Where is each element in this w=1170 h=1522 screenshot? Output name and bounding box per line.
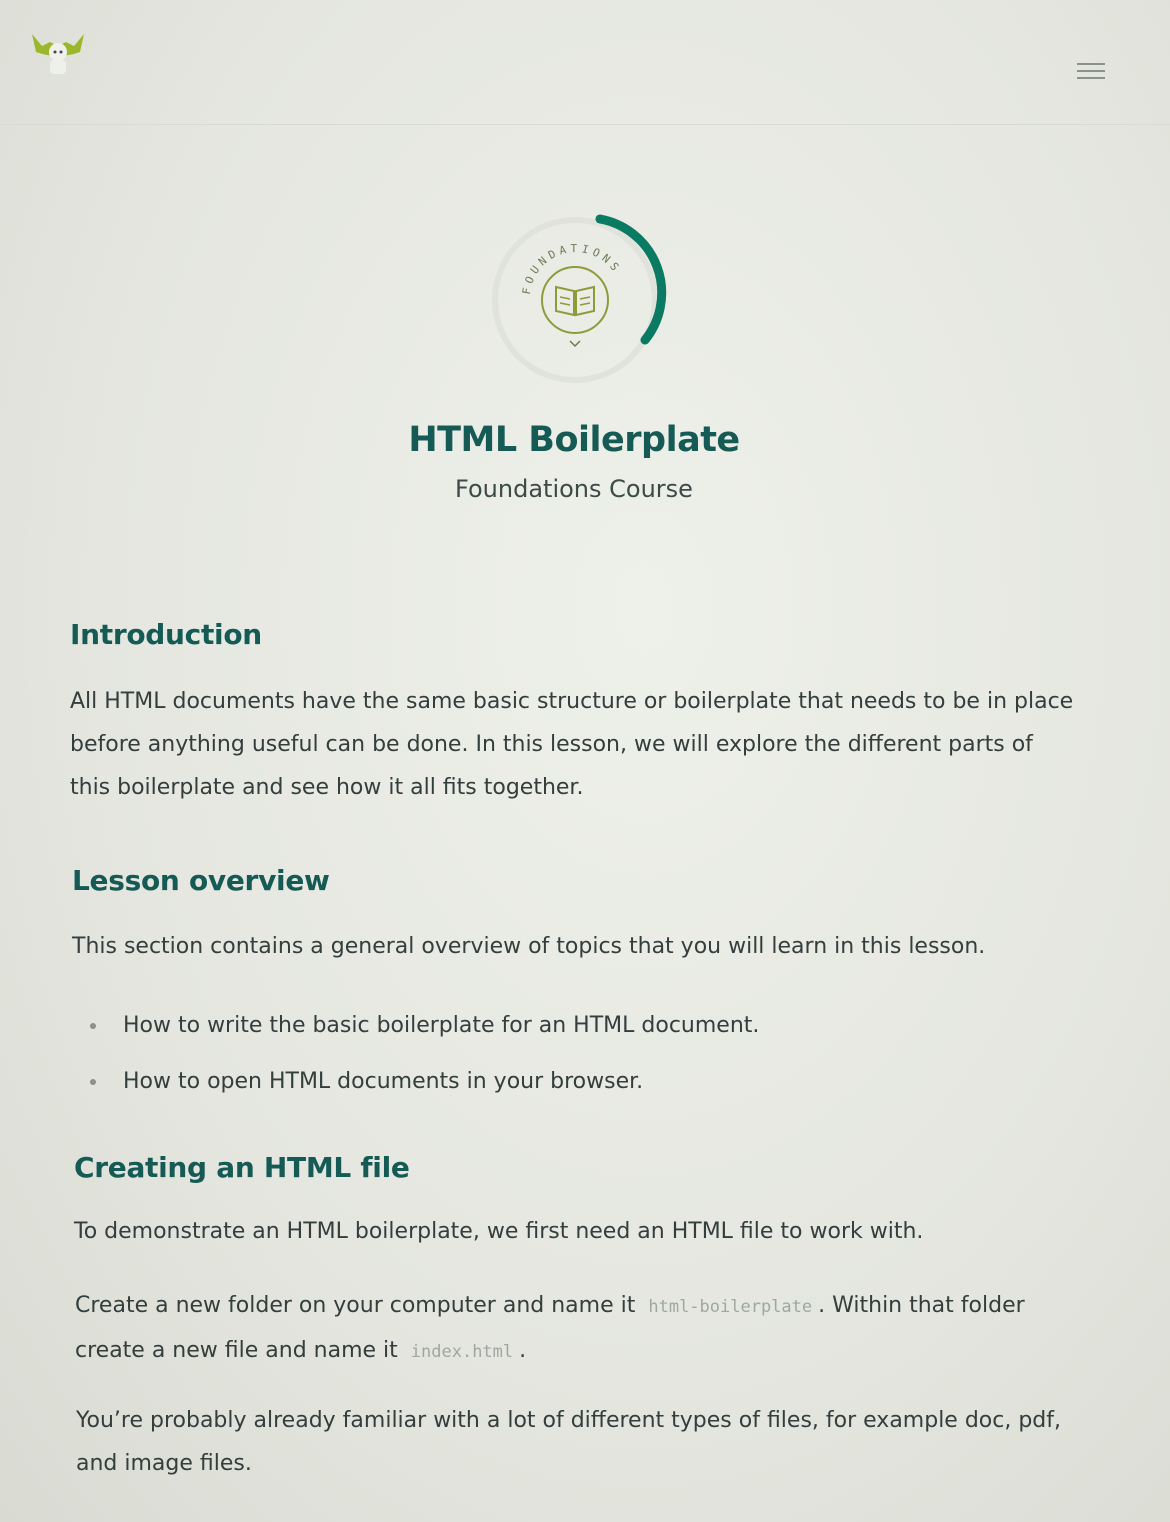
- page-title: HTML Boilerplate: [408, 420, 740, 460]
- text-segment: .: [519, 1338, 527, 1363]
- lesson-topics-list: [90, 998, 759, 1110]
- creating-paragraph-1: To demonstrate an HTML boilerplate, we first need an HTML file to work with.: [74, 1219, 924, 1244]
- menu-line: [1077, 77, 1105, 79]
- course-progress-badge: [480, 205, 680, 385]
- course-subtitle: Foundations Course: [455, 475, 693, 503]
- list-item: [90, 1054, 759, 1110]
- introduction-paragraph: All HTML documents have the same basic structure or boilerplate that needs to be in place before anything useful can be done. In this lesson, we will explore the different parts of this boilerplate and see how it all fits together.: [70, 689, 1074, 800]
- bullet-icon: [90, 1079, 96, 1085]
- lesson-overview-paragraph: This section contains a general overview of topics that you will learn in this lesson.: [72, 934, 986, 959]
- bullet-icon: [90, 1023, 96, 1029]
- text-segment: Create a new folder on your computer and name it: [75, 1293, 636, 1318]
- text-segment: . Within that folder create a new file and name it: [75, 1293, 1025, 1363]
- creating-paragraph-2: [75, 1284, 1035, 1374]
- list-item: [90, 998, 759, 1054]
- inline-code-folder: html-boilerplate: [648, 1297, 813, 1317]
- creating-paragraph-3: You’re probably already familiar with a lot of different types of files, for example doc, pdf, and image files.: [76, 1408, 1062, 1476]
- inline-code-filename: index.html: [410, 1342, 514, 1362]
- badge-ring-text: FOUNDATIONS: [519, 242, 624, 296]
- svg-text:FOUNDATIONS: [520, 242, 624, 295]
- menu-line: [1077, 63, 1105, 65]
- lesson-overview-heading: Lesson overview: [72, 864, 330, 897]
- creating-html-file-heading: Creating an HTML file: [74, 1151, 410, 1184]
- menu-line: [1077, 70, 1105, 72]
- viking-helmet-logo-icon[interactable]: [28, 30, 88, 80]
- list-item-text: How to open HTML documents in your browser.: [123, 1069, 644, 1094]
- introduction-heading: Introduction: [70, 618, 262, 651]
- open-book-icon: [556, 287, 594, 315]
- top-navigation-bar: [0, 0, 1170, 125]
- list-item-text: How to write the basic boilerplate for an HTML document.: [123, 1013, 760, 1038]
- hamburger-menu-icon[interactable]: [1074, 58, 1108, 88]
